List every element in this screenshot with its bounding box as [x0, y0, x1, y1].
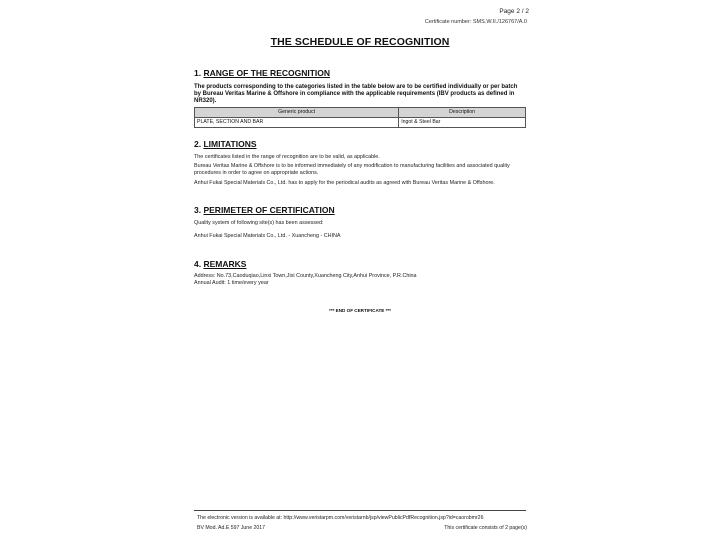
certificate-number: Certificate number: SMS.W.II./126767/A.0	[424, 19, 527, 25]
limitations-paragraph: Anhui Fukai Special Materials Co., Ltd. has to apply for the periodical audits as agreed with Bureau Veritas Marine & Offshore.	[194, 179, 495, 186]
limitations-paragraph: Bureau Veritas Marine & Offshore is to be informed immediately of any modification to manufacturing facilities and associated quality procedures in order to agree on appropriate actions.	[194, 163, 510, 177]
perimeter-site: Anhui Fukai Special Materials Co., Ltd. - Xuancheng - CHINA	[194, 233, 341, 240]
section-remarks-title: REMARKS	[203, 259, 247, 269]
section-perimeter-number: 3.	[194, 205, 202, 215]
section-limitations-title: LIMITATIONS	[203, 139, 257, 149]
section-perimeter-title: PERIMETER OF CERTIFICATION	[203, 205, 335, 215]
column-header-generic-product: Generic product	[195, 107, 399, 117]
products-table	[194, 107, 526, 128]
cell-generic-product: PLATE, SECTION AND BAR	[195, 117, 399, 127]
section-perimeter	[194, 205, 526, 240]
section-remarks-heading	[194, 259, 526, 269]
section-range-number: 1.	[194, 68, 202, 78]
section-limitations-number: 2.	[194, 139, 202, 149]
page-number: Page 2 / 2	[499, 8, 529, 15]
table-row	[195, 117, 526, 127]
section-range	[194, 68, 526, 128]
limitations-paragraph: The certificates listed in the range of recognition are to be valid, as applicable.	[194, 154, 380, 160]
section-range-title: RANGE OF THE RECOGNITION	[203, 68, 331, 78]
remarks-address: Address: No.73,Caoduqiao,Linxi Town,Jixi County,Xuancheng City,Anhui Province, P.R.China	[194, 273, 417, 279]
document-title-text: THE SCHEDULE OF RECOGNITION	[270, 36, 450, 48]
section-remarks	[194, 259, 526, 287]
section-range-heading	[194, 68, 526, 78]
section-limitations	[194, 139, 526, 187]
remarks-audit: Annual Audit: 1 time/every year	[194, 280, 269, 287]
section-remarks-number: 4.	[194, 259, 202, 269]
footer-page-count: This certificate consists of 2 page(s)	[444, 525, 527, 531]
section-range-text: The products corresponding to the categories listed in the table below are to be certified individually or per batch by Bureau Veritas Marine & Offshore in compliance with the applicable requirements (IBV products as defined in NR320).	[194, 84, 518, 105]
section-perimeter-heading	[194, 205, 526, 215]
footer-url: The electronic version is available at: http://www.veristarpm.com/veristarnb/jsp/viewPublicPdfRecognition.jsp?id=caorobmr26	[197, 515, 484, 521]
column-header-description: Description	[399, 107, 526, 117]
end-of-certificate: *** END OF CERTIFICATE ***	[329, 308, 391, 313]
products-table-header-row	[195, 107, 526, 117]
document-title	[0, 36, 720, 48]
footer-form-reference: BV Mod. Ad.E 597 June 2017	[197, 525, 266, 531]
section-limitations-heading	[194, 139, 526, 149]
cell-description: Ingot & Steel Bar	[399, 117, 526, 127]
footer-divider	[194, 510, 526, 511]
perimeter-paragraph: Quality system of following site(s) has been assessed:	[194, 220, 324, 226]
